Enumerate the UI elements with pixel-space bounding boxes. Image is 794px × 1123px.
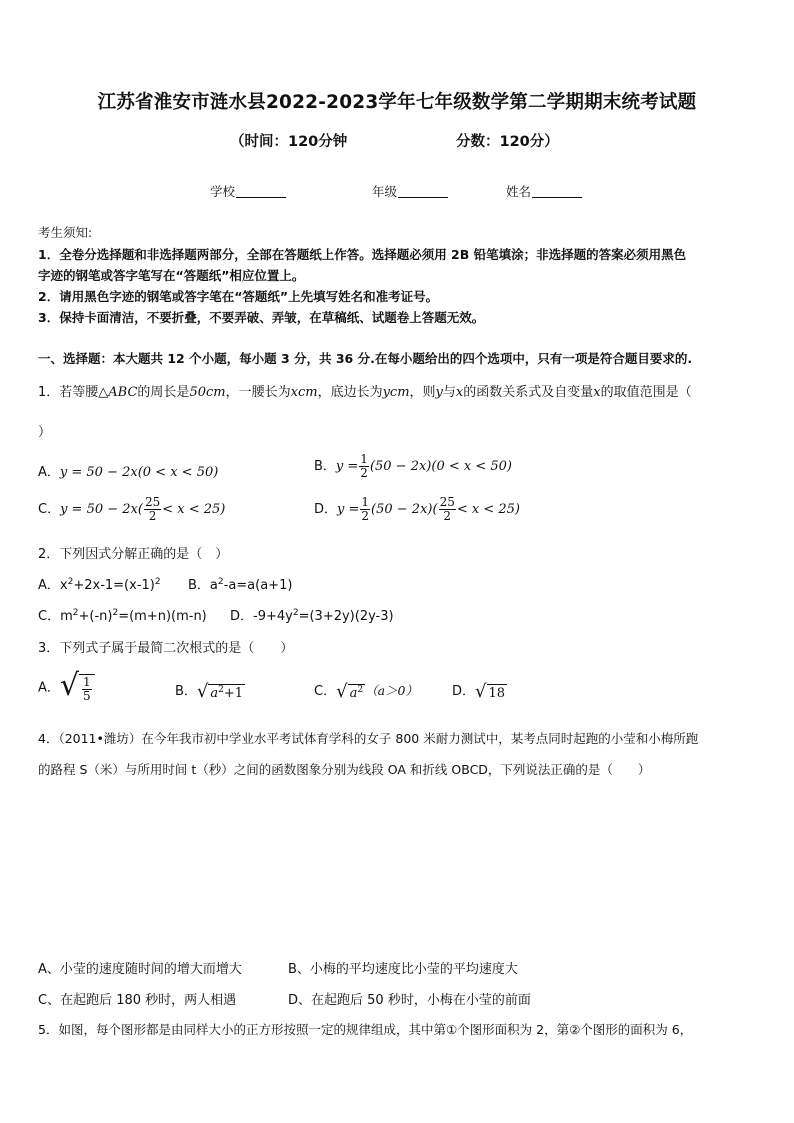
question-4-line-2: 的路程 S（米）与所用时间 t（秒）之间的函数图象分别为线段 OA 和折线 OBCD，下列说法正确的是（ ） [38,762,651,777]
grade-blank [398,184,448,198]
q4-option-c[interactable]: C、在起跑后 180 秒时，两人相遇 [38,993,237,1008]
q3-option-b[interactable]: B． √ $a^2+1$ [175,680,244,702]
q2-option-c[interactable]: C．$m^2+(-n)^2=(m+n)(m-n)$ [38,608,207,624]
notice-item-1b: 字迹的钢笔或答字笔写在“答题纸”相应位置上。 [38,268,305,283]
question-1-close: ） [38,425,52,440]
q4-option-b[interactable]: B、小梅的平均速度比小莹的平均速度大 [288,962,518,977]
q3-option-d[interactable]: D． √ 18 [452,680,506,702]
question-4-line-1: 4．（2011•潍坊）在今年我市初中学业水平考试体育学科的女子 800 米耐力测试中，某考点同时起跑的小莹和小梅所跑 [38,731,699,746]
q2-option-d[interactable]: D．$-9+4y^2=(3+2y)(2y-3)$ [230,608,394,624]
grade-field[interactable] [372,182,448,200]
q1-option-b[interactable]: B．y = $\frac{1}{2}$ (50 − 2x)(0 < x < 50) [314,452,512,480]
exam-time: （时间：120分钟 [230,134,348,150]
q3-option-a[interactable]: A． √ $\frac{1}{5}$ [38,669,95,703]
name-blank [532,184,582,198]
q1-option-a[interactable]: A．y = 50 − 2x(0 < x < 50) [38,465,219,480]
notice-item-2: 2．请用黑色字迹的钢笔或答字笔在“答题纸”上先填写姓名和准考证号。 [38,289,439,304]
question-4-figure-area [38,790,738,940]
q2-option-b[interactable]: B．$a^2-a=a(a+1)$ [188,577,293,593]
q3-option-c[interactable]: C． √ $a^2$ （a＞0） [314,680,418,702]
q1-option-d[interactable]: D．y = $\frac{1}{2}$ (50 − 2x)( $\frac{25}{2}$ < x < 25) [314,495,520,523]
name-field[interactable] [506,182,582,200]
question-5-line-1: 5．如图，每个图形都是由同样大小的正方形按照一定的规律组成，其中第①个图形面积为 2，第②个图形的面积为 6， [38,1022,693,1037]
school-label: 学校 [210,184,236,199]
name-label: 姓名 [506,184,532,199]
grade-label: 年级 [372,184,398,199]
q1-option-c[interactable]: C．y = 50 − 2x( $\frac{25}{2}$ < x < 25) [38,495,226,523]
school-blank [236,184,286,198]
page-title: 江苏省淮安市涟水县2022-2023学年七年级数学第二学期期末统考试题 [97,92,697,113]
notice-item-3: 3．保持卡面清洁，不要折叠，不要弄破、弄皱，在草稿纸、试题卷上答题无效。 [38,310,485,325]
q4-option-a[interactable]: A、小莹的速度随时间的增大而增大 [38,962,242,977]
question-2-stem: 2．下列因式分解正确的是（ ） [38,547,229,562]
q4-option-d[interactable]: D、在起跑后 50 秒时，小梅在小莹的前面 [288,993,531,1008]
section-heading: 一、选择题：本大题共 12 个小题，每小题 3 分，共 36 分.在每小题给出的四个选项中，只有一项是符合题目要求的. [38,351,693,366]
question-1-stem: 1．若等腰△ABC的周长是50cm，一腰长为xcm，底边长为ycm，则y与x的函数关系式及自变量x的取值范围是（ [38,385,692,400]
question-3-stem: 3．下列式子属于最简二次根式的是（ ） [38,641,294,656]
q2-option-a[interactable]: A．$x^2+2x-1=(x-1)^2$ [38,577,161,593]
exam-score: 分数：120分） [456,134,559,150]
notice-item-1a: 1．全卷分选择题和非选择题两部分，全部在答题纸上作答。选择题必须用 2B 铅笔填涂；非选择题的答案必须用黑色 [38,247,687,262]
notice-heading: 考生须知: [38,225,93,240]
school-field[interactable] [210,182,286,200]
